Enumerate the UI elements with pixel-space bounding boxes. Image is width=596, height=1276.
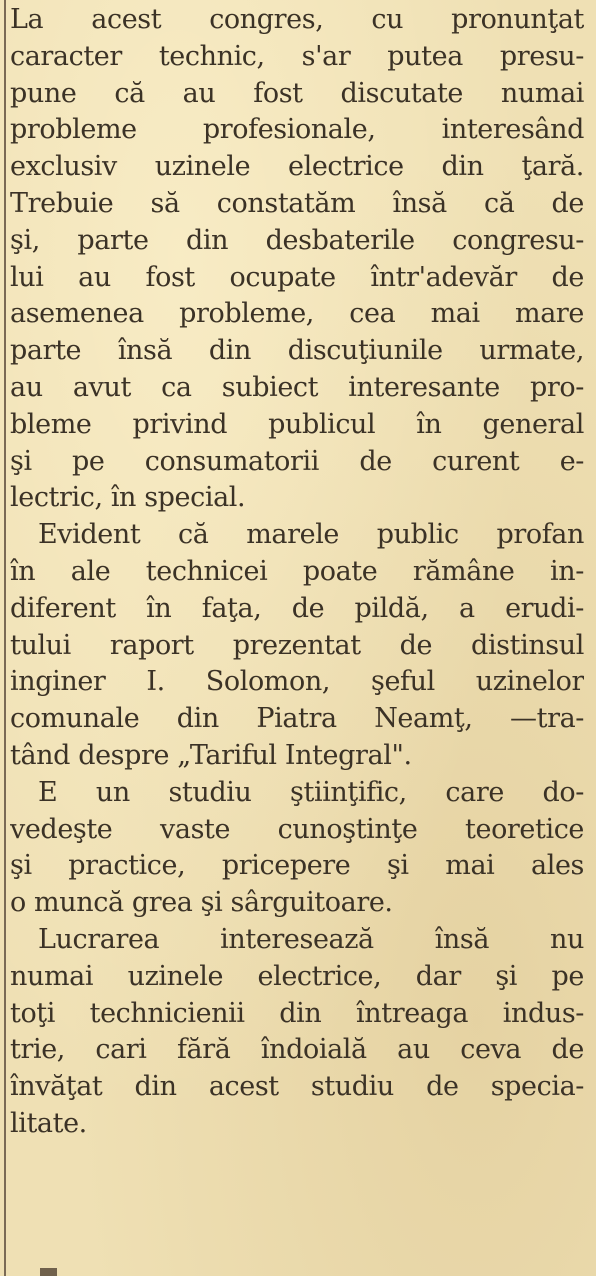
column-rule: [4, 0, 6, 1276]
article-paragraph: [10, 2, 584, 517]
text-line: lectric, în special.: [10, 482, 246, 514]
text-line: pune că au fost discutate numai: [10, 77, 584, 109]
text-line: parte însă din discuţiunile urmate,: [10, 335, 584, 367]
text-line: trie, cari fără îndoială au ceva de: [10, 1034, 584, 1066]
text-line: au avut ca subiect interesante pro-: [10, 371, 584, 403]
article-paragraph: [10, 517, 584, 775]
text-line: Trebuie să constatăm însă că de: [10, 187, 584, 219]
text-line: caracter technic, s'ar putea presu-: [10, 40, 584, 72]
text-line: probleme profesionale, interesând: [10, 114, 584, 146]
text-line: şi practice, pricepere şi mai ales: [10, 850, 584, 882]
text-line: E un studiu ştiinţific, care do-: [38, 776, 584, 808]
text-line: comunale din Piatra Neamţ, —tra-: [10, 703, 584, 735]
text-line: Lucrarea interesează însă nu: [38, 923, 584, 955]
article-column: [10, 2, 584, 1143]
text-line: tului raport prezentat de distinsul: [10, 629, 584, 661]
text-line: tând despre „Tariful Integral".: [10, 739, 412, 771]
text-line: o muncă grea şi sârguitoare.: [10, 887, 393, 919]
text-line: bleme privind publicul în general: [10, 408, 584, 440]
text-line: inginer I. Solomon, şeful uzinelor: [10, 666, 584, 698]
text-line: învăţat din acest studiu de specia-: [10, 1071, 584, 1103]
text-line: numai uzinele electrice, dar şi pe: [10, 960, 584, 992]
article-paragraph: [10, 775, 584, 922]
text-line: toţi technicienii din întreaga indus-: [10, 997, 584, 1029]
cut-off-text-fragment: [40, 1266, 70, 1276]
text-line: exclusiv uzinele electrice din ţară.: [10, 151, 584, 183]
article-paragraph: [10, 922, 584, 1143]
text-line: La acest congres, cu pronunţat: [10, 4, 584, 35]
text-line: litate.: [10, 1107, 87, 1139]
text-line: vedeşte vaste cunoştinţe teoretice: [10, 813, 584, 845]
text-line: asemenea probleme, cea mai mare: [10, 298, 584, 330]
text-line: lui au fost ocupate într'adevăr de: [10, 261, 584, 293]
text-line: Evident că marele public profan: [38, 519, 584, 551]
text-line: în ale technicei poate rămâne in-: [10, 555, 584, 587]
text-line: diferent în faţa, de pildă, a erudi-: [10, 592, 584, 624]
text-line: şi, parte din desbaterile congresu-: [10, 224, 584, 256]
text-line: şi pe consumatorii de curent e-: [10, 445, 584, 477]
